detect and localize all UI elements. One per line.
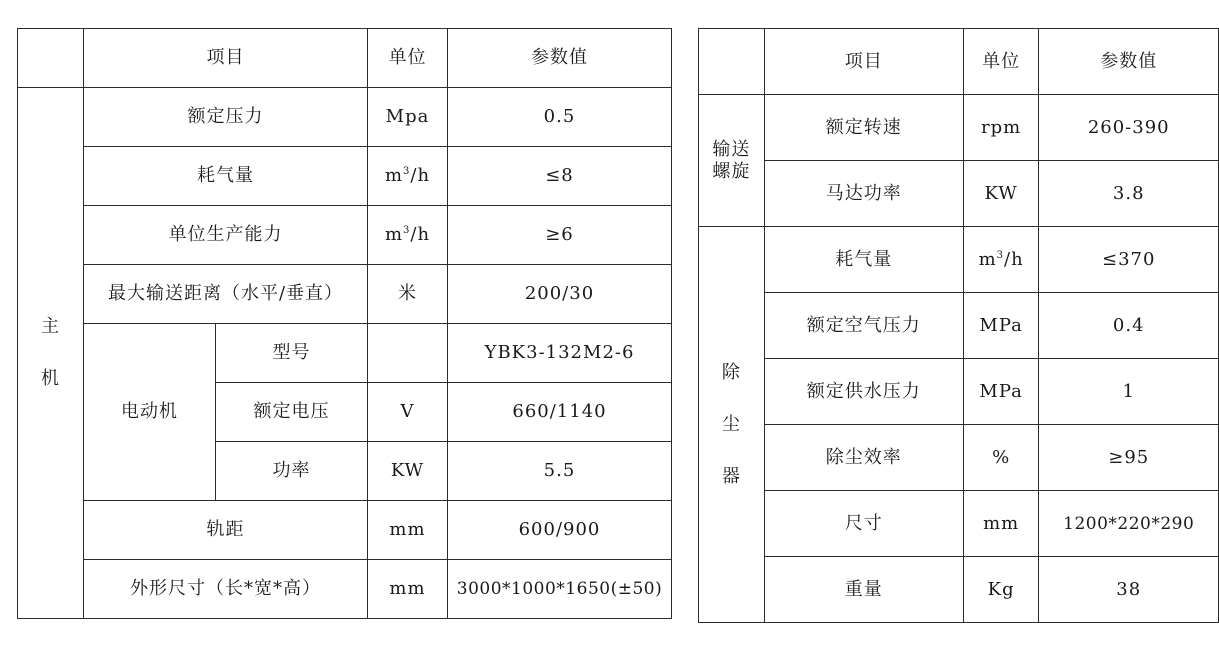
row-item: 轨距 bbox=[84, 501, 368, 560]
row-unit: mm bbox=[368, 560, 448, 619]
row-unit: mm bbox=[368, 501, 448, 560]
row-value: ≤8 bbox=[448, 147, 672, 206]
header-value: 参数值 bbox=[448, 29, 672, 88]
header-blank-cell bbox=[699, 29, 765, 95]
table-row bbox=[18, 501, 672, 560]
header-value: 参数值 bbox=[1039, 29, 1219, 95]
row-item: 除尘效率 bbox=[764, 425, 963, 491]
row-value: 3.8 bbox=[1039, 161, 1219, 227]
table-row bbox=[18, 560, 672, 619]
row-item: 外形尺寸（长*宽*高） bbox=[84, 560, 368, 619]
row-unit: $m^3/h$ bbox=[368, 147, 448, 206]
header-unit: 单位 bbox=[963, 29, 1039, 95]
row-unit: KW bbox=[368, 442, 448, 501]
row-unit: rpm bbox=[963, 95, 1039, 161]
row-item: 重量 bbox=[764, 557, 963, 623]
row-value: 660/1140 bbox=[448, 383, 672, 442]
table-row bbox=[699, 95, 1219, 161]
row-value: 38 bbox=[1039, 557, 1219, 623]
table-header-row bbox=[699, 29, 1219, 95]
row-unit: MPa bbox=[963, 359, 1039, 425]
row-value: 260-390 bbox=[1039, 95, 1219, 161]
row-unit: $m^3/h$ bbox=[963, 227, 1039, 293]
row-item: 功率 bbox=[216, 442, 368, 501]
row-value: 0.5 bbox=[448, 88, 672, 147]
row-value: ≥6 bbox=[448, 206, 672, 265]
header-unit: 单位 bbox=[368, 29, 448, 88]
row-item: 耗气量 bbox=[764, 227, 963, 293]
row-item: 额定供水压力 bbox=[764, 359, 963, 425]
row-item: 额定压力 bbox=[84, 88, 368, 147]
row-item: 马达功率 bbox=[764, 161, 963, 227]
row-value: YBK3-132M2-6 bbox=[448, 324, 672, 383]
row-value: 3000*1000*1650(±50) bbox=[448, 560, 672, 619]
header-blank-cell bbox=[18, 29, 84, 88]
row-unit: mm bbox=[963, 491, 1039, 557]
row-unit: Mpa bbox=[368, 88, 448, 147]
row-item: 尺寸 bbox=[764, 491, 963, 557]
table-row bbox=[699, 491, 1219, 557]
table-row bbox=[699, 359, 1219, 425]
header-item: 项目 bbox=[84, 29, 368, 88]
row-item: 额定空气压力 bbox=[764, 293, 963, 359]
table-row bbox=[18, 88, 672, 147]
row-item: 单位生产能力 bbox=[84, 206, 368, 265]
row-unit: MPa bbox=[963, 293, 1039, 359]
main-unit-parameter-table bbox=[17, 28, 672, 619]
row-value: ≤370 bbox=[1039, 227, 1219, 293]
row-unit: KW bbox=[963, 161, 1039, 227]
table-row bbox=[18, 265, 672, 324]
motor-group-label: 电动机 bbox=[84, 324, 216, 501]
row-item: 额定电压 bbox=[216, 383, 368, 442]
table-row bbox=[699, 425, 1219, 491]
table-row bbox=[18, 147, 672, 206]
row-item: 耗气量 bbox=[84, 147, 368, 206]
table-row bbox=[699, 227, 1219, 293]
row-value: ≥95 bbox=[1039, 425, 1219, 491]
row-unit: $m^3/h$ bbox=[368, 206, 448, 265]
row-unit: 米 bbox=[368, 265, 448, 324]
row-value: 1200*220*290 bbox=[1039, 491, 1219, 557]
group-label-conveyor-screw: 输送 螺旋 bbox=[699, 95, 765, 227]
row-item: 型号 bbox=[216, 324, 368, 383]
row-unit: V bbox=[368, 383, 448, 442]
row-unit: % bbox=[963, 425, 1039, 491]
table-row bbox=[699, 557, 1219, 623]
row-unit bbox=[368, 324, 448, 383]
group-label-dust-collector: 除 尘 器 bbox=[699, 227, 765, 623]
table-row bbox=[18, 206, 672, 265]
row-unit: Kg bbox=[963, 557, 1039, 623]
table-row bbox=[699, 161, 1219, 227]
row-value: 200/30 bbox=[448, 265, 672, 324]
row-value: 600/900 bbox=[448, 501, 672, 560]
row-value: 0.4 bbox=[1039, 293, 1219, 359]
row-value: 1 bbox=[1039, 359, 1219, 425]
header-item: 项目 bbox=[764, 29, 963, 95]
row-item: 额定转速 bbox=[764, 95, 963, 161]
accessory-parameter-table bbox=[698, 28, 1219, 623]
group-label-main-unit: 主 机 bbox=[18, 88, 84, 619]
row-item: 最大输送距离（水平/垂直） bbox=[84, 265, 368, 324]
table-row bbox=[18, 324, 672, 383]
row-value: 5.5 bbox=[448, 442, 672, 501]
table-header-row bbox=[18, 29, 672, 88]
table-row bbox=[699, 293, 1219, 359]
